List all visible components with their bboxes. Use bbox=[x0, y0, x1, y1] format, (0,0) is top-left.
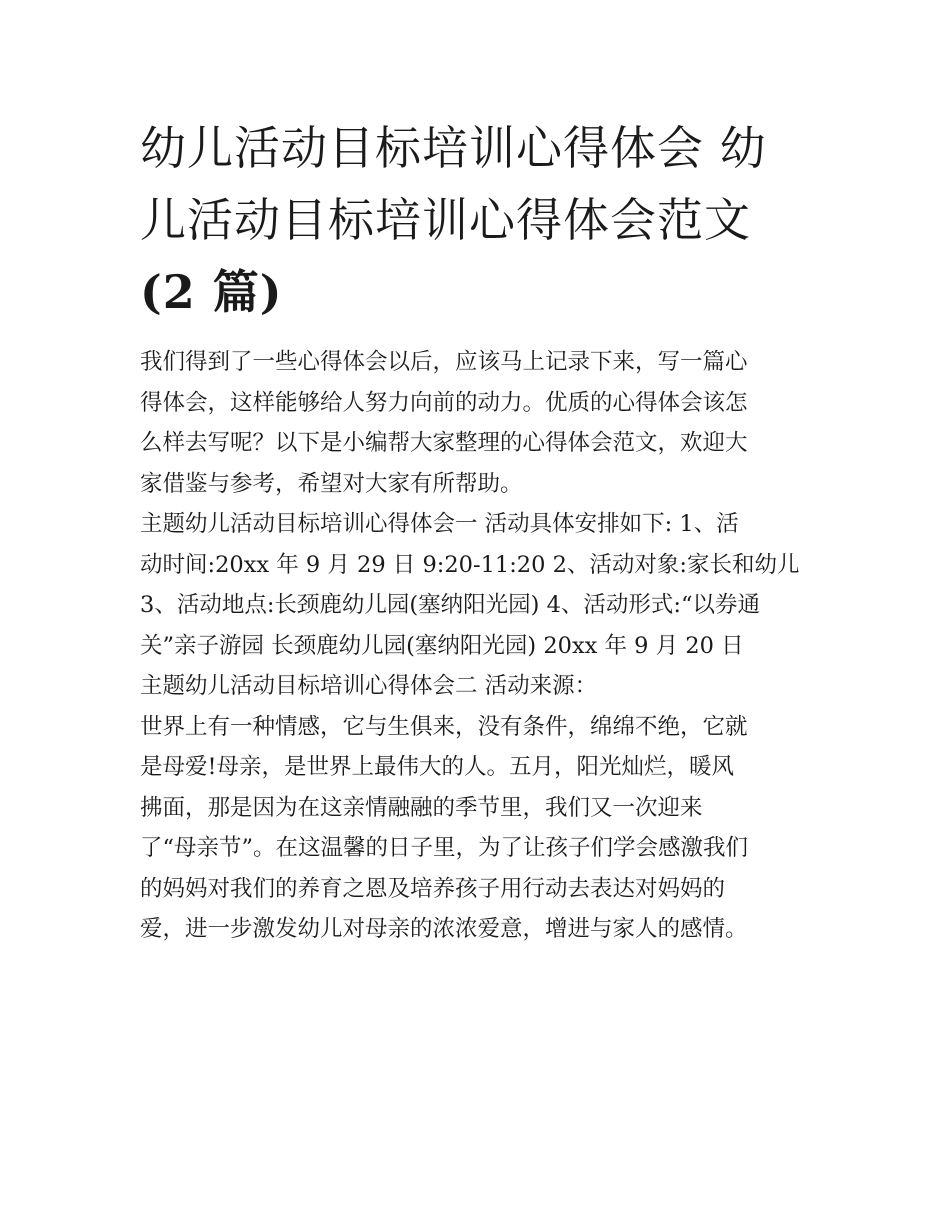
intro-line: 么样去写呢？以下是小编帮大家整理的心得体会范文，欢迎大 bbox=[140, 430, 748, 456]
intro-line: 我们得到了一些心得体会以后，应该马上记录下来，写一篇心 bbox=[140, 349, 748, 375]
intro-line: 得体会，这样能够给人努力向前的动力。优质的心得体会该怎 bbox=[140, 389, 748, 416]
title-suffix: (2 篇) bbox=[140, 265, 283, 319]
section-one-line: 关”亲子游园 长颈鹿幼儿园(塞纳阳光园) 20xx 年 9 月 20 日 bbox=[140, 632, 744, 659]
section-one-line: 主题幼儿活动目标培训心得体会一 活动具体安排如下: 1、活 bbox=[140, 511, 739, 537]
section-one-line: 3、活动地点:长颈鹿幼儿园(塞纳阳光园) 4、活动形式:“以券通 bbox=[140, 592, 761, 618]
intro-line: 家借鉴与参考，希望对大家有所帮助。 bbox=[140, 470, 523, 497]
section-two-line: 了“母亲节”。在这温馨的日子里，为了让孩子们学会感激我们 bbox=[140, 835, 749, 861]
section-two-heading: 主题幼儿活动目标培训心得体会二 活动来源： bbox=[140, 673, 598, 699]
section-two-line: 世界上有一种情感，它与生俱来，没有条件，绵绵不绝，它就 bbox=[140, 713, 748, 740]
section-two-line: 爱，进一步激发幼儿对母亲的浓浓爱意，增进与家人的感情。 bbox=[140, 916, 748, 942]
section-two-line: 的妈妈对我们的养育之恩及培养孩子用行动去表达对妈妈的 bbox=[140, 875, 726, 902]
section-two-line: 拂面，那是因为在这亲情融融的季节里，我们又一次迎来 bbox=[140, 794, 703, 821]
document-body bbox=[140, 342, 812, 950]
document-title bbox=[140, 112, 812, 328]
section-one-line: 动时间:20xx 年 9 月 29 日 9:20-11:20 2、活动对象:家长和幼儿 bbox=[140, 551, 800, 578]
title-line: 幼儿活动目标培训心得体会 幼 bbox=[140, 121, 767, 175]
section-two-line: 是母爱!母亲，是世界上最伟大的人。五月，阳光灿烂，暖风 bbox=[140, 754, 735, 780]
title-line: 儿活动目标培训心得体会范文 bbox=[140, 193, 751, 247]
document-page bbox=[140, 112, 812, 950]
